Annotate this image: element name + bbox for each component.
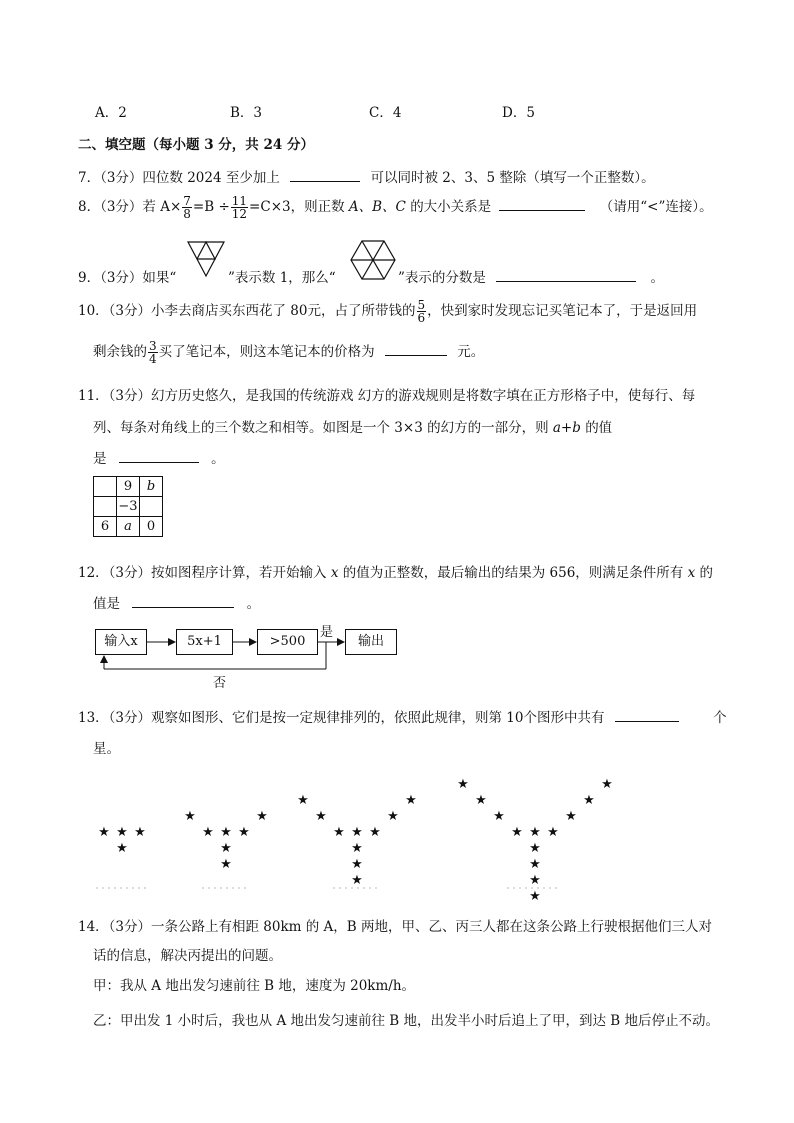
star-mark: ★ [297,793,309,808]
question-10-line-2 [93,337,484,367]
q7-answer-blank[interactable] [290,167,360,182]
option-b: B．3 [230,105,263,121]
q12-line2-prefix: 值是 [93,596,120,612]
q9-answer-blank[interactable] [496,267,636,282]
q8-mid-1: =B ÷ [192,199,230,215]
q8-answer-blank[interactable] [499,196,585,211]
star-mark: ★ [256,809,268,824]
star-mark: ★ [202,825,214,840]
q10-line2-suffix: 元。 [457,344,485,360]
q11-expression: a+b [552,420,581,436]
flow-step-box: 5x+1 [176,629,233,655]
star-mark: ★ [116,825,128,840]
q12-line1-suffix: 的 [699,565,714,581]
star-mark: ★ [457,777,469,792]
star-mark: ★ [220,825,232,840]
star-mark: ★ [116,841,128,856]
flow-output-box: 输出 [345,629,397,655]
q14-line-4: 乙：甲出发 1 小时后，我也从 A 地出发匀速前往 B 地，出发半小时后追上了甲，到达 B 地后停止不动。 [93,1013,720,1029]
question-11-line-2 [93,416,612,436]
star-mark: ★ [387,809,399,824]
star-mark: ★ [351,857,363,872]
q14-line1-text: 14．（3分）一条公路上有相距 80km 的 A，B 两地，甲、乙、丙三人都在这条公路上行驶根据他们三人对 [78,919,713,935]
question-10-line-1 [78,296,697,326]
question-9 [398,266,664,286]
grid-cell: a [117,517,140,537]
star-mark: ★ [529,825,541,840]
flow-input-box: 输入x [95,629,147,655]
option-d: D．5 [502,105,535,121]
star-mark: ★ [184,809,196,824]
grid-cell: 9 [117,477,140,497]
q10-line1-prefix: 10．（3分）小李去商店买东西花了 80元，占了所带钱的 [78,303,416,319]
star-mark: ★ [351,825,363,840]
question-8 [78,193,713,221]
star-mark: ★ [529,889,541,904]
q7-suffix: 可以同时被 2、3、5 整除（填写一个正整数）。 [370,170,655,186]
q10-fraction-2: $\frac{3}{4}$ [149,339,157,366]
q11-line2-prefix: 列、每条对角线上的三个数之和相等。如图是一个 3×3 的幻方的一部分，则 [93,420,549,436]
grid-cell: b [140,477,163,497]
q7-prefix: 7．（3分）四位数 2024 至少加上 [78,170,280,186]
hexagon-figure-icon [350,240,396,280]
star-mark: ★ [475,793,487,808]
q14-line-2: 话的信息，解决丙提出的问题。 [93,948,282,964]
option-a: A．2 [95,105,127,121]
q8-mid-2: =C×3，则正数 [249,199,345,215]
grid-cell [94,497,117,517]
q11-line2-suffix: 的值 [585,420,613,436]
q8-vars: A、B、C [348,199,406,215]
q12-answer-blank[interactable] [132,593,234,608]
grid-cell: −3 [117,497,140,517]
q10-line2-mid: 买了笔记本，则这本笔记本的价格为 [158,344,375,360]
star-mark: ★ [547,825,559,840]
question-11-line-3 [93,447,225,467]
q13-line1-suffix: 个 [713,710,727,726]
question-12-line-1 [78,561,713,581]
q14-line-1 [78,915,712,935]
q11-line3-suffix: 。 [211,451,225,467]
section-title: 二、填空题（每小题 3 分，共 24 分） [78,137,314,153]
q9-end: 。 [650,270,664,286]
q8-prefix: 8．（3分）若 A× [78,199,182,215]
q12-line1-mid: 的值为正整数，最后输出的结果为 656，则满足条件所有 [342,565,684,581]
star-mark: ★ [351,841,363,856]
star-mark: ★ [511,825,523,840]
q8-mid-3: 的大小关系是 [410,199,492,215]
q9-prefix: 9．（3分）如果“ [78,270,177,286]
q12-line1-prefix: 12．（3分）按如图程序计算，若开始输入 [78,565,327,581]
flow-yes-label: 是 [320,625,334,640]
q9-mid: ”表示数 1，那么“ [228,270,336,286]
q11-line-1: 11．（3分）幻方历史悠久，是我国的传统游戏 幻方的游戏规则是将数字填在正方形格子中，使每行、每 [78,388,696,404]
star-mark: ★ [315,809,327,824]
option-c: C．4 [369,105,402,121]
grid-cell: 6 [94,517,117,537]
q8-fraction-2: $\frac{11}{12}$ [231,194,248,221]
star-mark: ★ [601,777,613,792]
q8-suffix: （请用“<”连接）。 [599,199,713,215]
star-mark: ★ [405,793,417,808]
q9-suffix: ”表示的分数是 [398,270,486,286]
magic-square-grid [93,476,163,537]
q12-line2-suffix: 。 [246,596,261,612]
star-pattern-figures [90,760,630,904]
star-mark: ★ [351,873,363,888]
q13-answer-blank[interactable] [615,707,679,722]
q10-fraction-1: $\frac{5}{6}$ [417,298,426,325]
star-mark: ★ [529,857,541,872]
question-12-line-2 [93,592,260,612]
star-mark: ★ [220,841,232,856]
star-mark: ★ [98,825,110,840]
q12-var-1: x [330,565,339,581]
star-mark: ★ [565,809,577,824]
flow-compare-box: >500 [257,629,318,655]
q14-line-3: 甲：我从 A 地出发匀速前往 B 地，速度为 20km/h。 [93,978,416,994]
star-mark: ★ [369,825,381,840]
q8-fraction-1: $\frac{7}{8}$ [183,194,191,221]
grid-cell [140,497,163,517]
q12-var-2: x [687,565,696,581]
star-mark: ★ [529,873,541,888]
q10-line1-suffix: ，快到家时发现忘记买笔记本了，于是返回用 [427,303,698,319]
star-mark: ★ [238,825,250,840]
question-13-line-1 [78,706,727,726]
star-mark: ★ [493,809,505,824]
star-mark: ★ [583,793,595,808]
grid-cell [94,477,117,497]
q10-answer-blank[interactable] [385,341,447,356]
q11-line3-prefix: 是 [93,451,107,467]
q10-line2-prefix: 剩余钱的 [93,344,147,360]
q13-line1-prefix: 13．（3分）观察如图形、它们是按一定规律排列的，依照此规律，则第 10个图形中共有 [78,710,605,726]
triangle-figure-icon [186,240,226,278]
grid-cell: 0 [140,517,163,537]
star-mark: ★ [134,825,146,840]
q13-line-2: 星。 [93,741,120,757]
q11-answer-blank[interactable] [119,448,199,463]
star-mark: ★ [333,825,345,840]
flow-no-label: 否 [213,676,227,691]
star-mark: ★ [529,841,541,856]
question-7 [78,166,655,186]
star-mark: ★ [220,857,232,872]
